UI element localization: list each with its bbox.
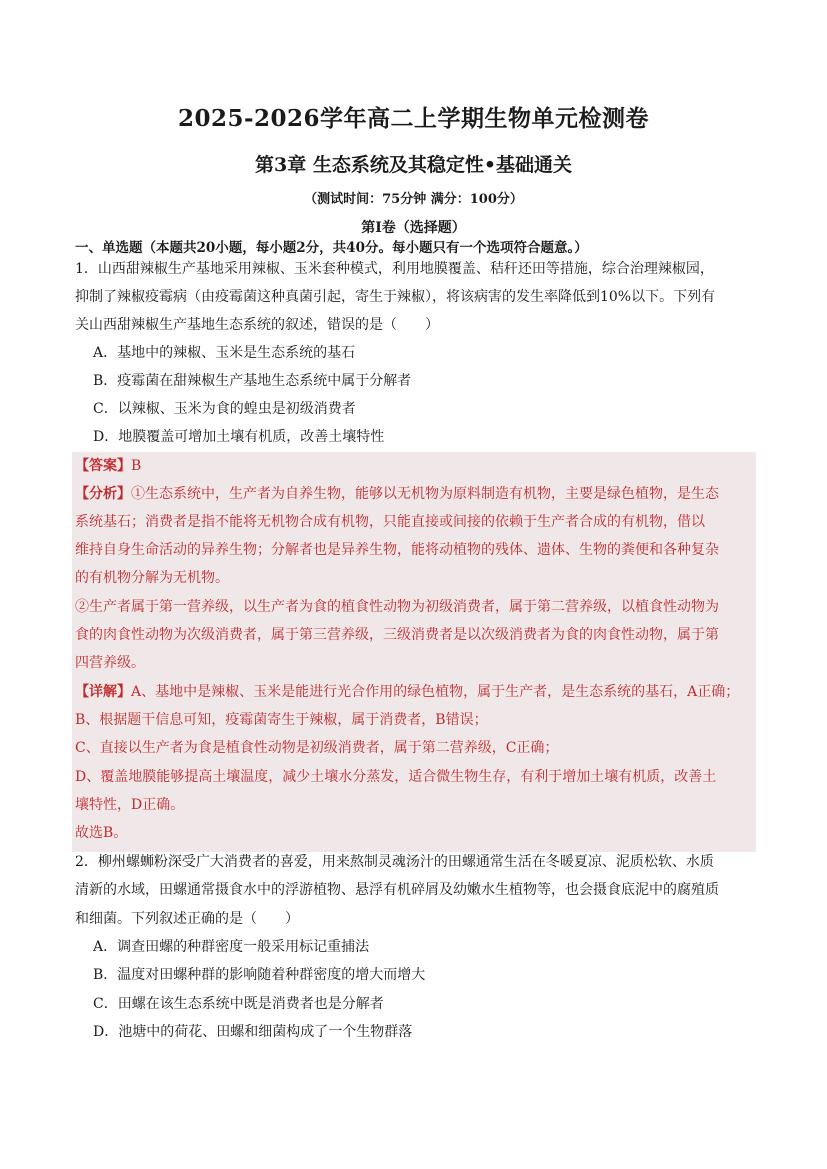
- q1-detail-line: 壤特性，D正确。: [75, 797, 185, 813]
- q1-analysis-line: 的有机物分解为无机物。: [75, 570, 229, 586]
- answer-label: 【答案】: [75, 458, 131, 474]
- q1-analysis-line: 四营养级。: [75, 655, 145, 671]
- q1-stem-line: 1．山西甜辣椒生产基地采用辣椒、玉米套种模式，利用地膜覆盖、秸秆还田等措施，综合治理辣椒园，: [75, 261, 714, 277]
- q1-analysis-line: 系统基石；消费者是指不能将无机物合成有机物，只能直接或间接的依赖于生产者合成的有机物，借以: [75, 514, 705, 530]
- q1-detail-line: D、覆盖地膜能够提高土壤温度，减少土壤水分蒸发，适合微生物生存，有利于增加土壤有机质，改善土: [75, 769, 717, 785]
- detail-label: 【详解】: [75, 684, 131, 700]
- q1-detail-line: B、根据题干信息可知，疫霉菌寄生于辣椒，属于消费者，B错误；: [75, 712, 488, 728]
- q1-detail-line: 故选B。: [75, 825, 128, 841]
- q1-stem-line: 关山西甜辣椒生产基地生态系统的叙述，错误的是（ ）: [75, 317, 439, 333]
- chapter-subtitle: 第3章 生态系统及其稳定性•基础通关: [255, 154, 572, 176]
- section-header: [75, 236, 775, 256]
- part-title: 第Ⅰ卷（选择题）: [361, 220, 466, 236]
- q1-detail-line: C、直接以生产者为食是植食性动物是初级消费者，属于第二营养级，C正确；: [75, 740, 559, 756]
- q1-option-c: C．以辣椒、玉米为食的蝗虫是初级消费者: [93, 401, 356, 417]
- test-info: （测试时间：75分钟 满分：100分）: [304, 192, 523, 207]
- q2-stem-line: 和细菌。下列叙述正确的是（ ）: [75, 911, 299, 927]
- q1-analysis-line: 食的肉食性动物为次级消费者，属于第三营养级，三级消费者是以次级消费者为食的肉食性动物，属于第: [75, 627, 719, 643]
- q1-option-d: D．地膜覆盖可增加土壤有机质，改善土壤特性: [93, 429, 385, 445]
- analysis-text: ①生态系统中，生产者为自养生物，能够以无机物为原料制造有机物，主要是绿色植物，是生态: [131, 486, 719, 502]
- q1-stem-line: 抑制了辣椒疫霉病（由疫霉菌这种真菌引起，寄生于辣椒），将该病害的发生率降低到10%以下。下列有: [75, 289, 716, 305]
- q1-analysis-line: ②生产者属于第一营养级，以生产者为食的植食性动物为初级消费者，属于第二营养级，以植食性动物为: [75, 599, 719, 615]
- exam-title: 2025-2026学年高二上学期生物单元检测卷: [177, 105, 650, 132]
- q1-answer: [75, 456, 141, 476]
- q2-option-b: B．温度对田螺种群的影响随着种群密度的增大而增大: [93, 967, 426, 983]
- q2-stem-line: 清新的水域，田螺通常摄食水中的浮游植物、悬浮有机碎屑及幼嫩水生植物等，也会摄食底泥中的腐殖质: [75, 882, 719, 898]
- detail-text: A、基地中是辣椒、玉米是能进行光合作用的绿色植物，属于生产者，是生态系统的基石，A正确；: [131, 684, 740, 700]
- analysis-label: 【分析】: [75, 486, 131, 502]
- q2-option-d: D．池塘中的荷花、田螺和细菌构成了一个生物群落: [93, 1024, 413, 1040]
- q1-option-a: A．基地中的辣椒、玉米是生态系统的基石: [93, 345, 356, 361]
- q2-option-c: C．田螺在该生态系统中既是消费者也是分解者: [93, 996, 384, 1012]
- section-instructions: （本题共20小题，每小题2分，共40分。每小题只有一个选项符合题意。）: [142, 240, 588, 256]
- q1-option-b: B．疫霉菌在甜辣椒生产基地生态系统中属于分解者: [93, 373, 412, 389]
- q1-analysis-line: 维持自身生命活动的异养生物；分解者也是异养生物，能将动植物的残体、遗体、生物的粪便和各种复杂: [75, 542, 719, 558]
- section-label: 一、单选题: [75, 240, 143, 256]
- q1-detail-line: [75, 682, 739, 702]
- q2-stem-line: 2．柳州螺蛳粉深受广大消费者的喜爱，用来熬制灵魂汤汁的田螺通常生活在冬暖夏凉、泥质松软、水质: [75, 854, 714, 870]
- q2-option-a: A．调查田螺的种群密度一般采用标记重捕法: [93, 939, 370, 955]
- answer-value: B: [131, 458, 142, 474]
- q1-analysis-line: [75, 484, 719, 504]
